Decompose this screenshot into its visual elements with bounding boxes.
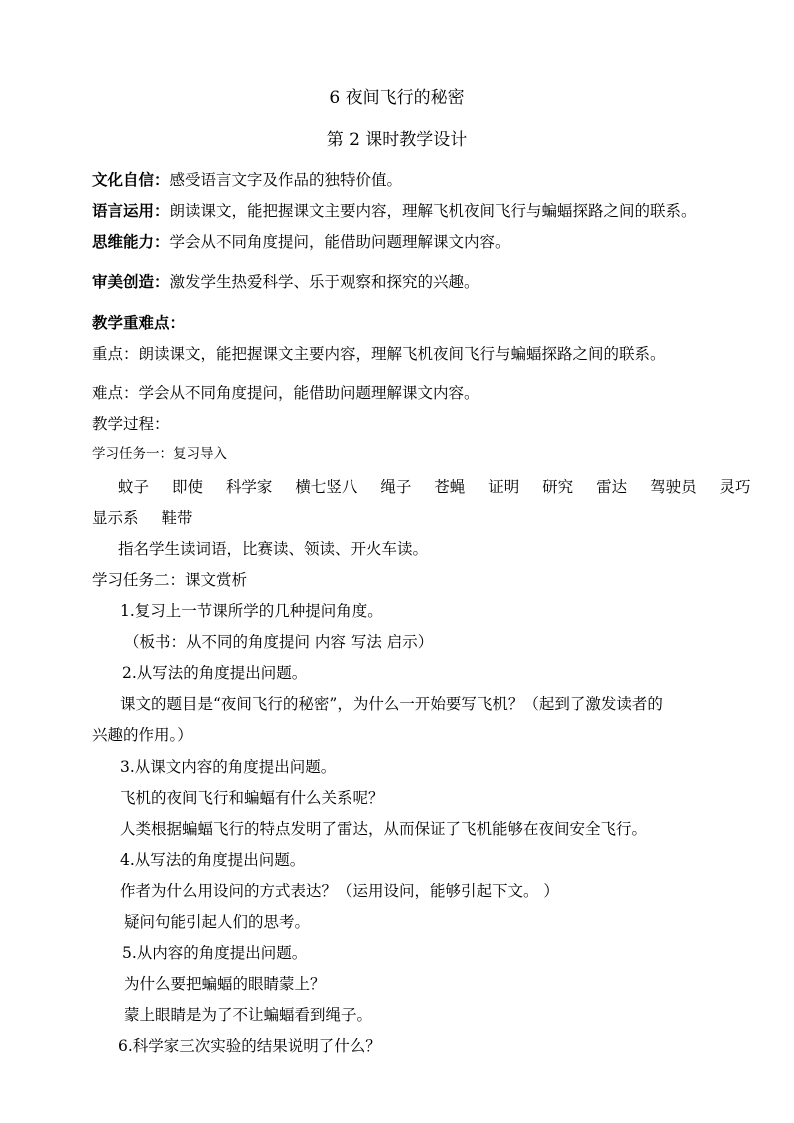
task2-line: 兴趣的作用。） <box>92 726 193 744</box>
vocab-word: 即使 <box>171 478 203 496</box>
task2-line: 人类根据蝙蝠飞行的特点发明了雷达，从而保证了飞机能够在夜间安全飞行。 <box>120 820 648 838</box>
vocab-word: 灵巧 <box>719 478 751 496</box>
keypoints-heading: 教学重难点： <box>92 314 186 332</box>
vocab-row-2 <box>92 508 210 528</box>
vocab-word: 鞋带 <box>161 509 193 527</box>
task2-line: 飞机的夜间飞行和蝙蝠有什么关系呢？ <box>120 789 384 807</box>
vocab-word: 证明 <box>488 478 520 496</box>
task2-line: 6.科学家三次实验的结果说明了什么？ <box>118 1037 381 1055</box>
goal-label: 语言运用： <box>92 202 170 220</box>
vocab-word: 苍蝇 <box>434 478 466 496</box>
keypoint-key: 重点：朗读课文，能把握课文主要内容，理解飞机夜间飞行与蝙蝠探路之间的联系。 <box>92 345 666 363</box>
task2-line: 为什么要把蝙蝠的眼睛蒙上？ <box>124 975 326 993</box>
vocab-word: 科学家 <box>225 478 273 496</box>
task2-line: 5.从内容的角度提出问题。 <box>122 944 308 962</box>
task1-heading: 学习任务一：复习导入 <box>92 446 227 462</box>
goal-label: 文化自信： <box>92 171 170 189</box>
vocab-row-1 <box>118 477 769 497</box>
task2-line: 蒙上眼睛是为了不让蝙蝠看到绳子。 <box>124 1006 373 1024</box>
vocab-word: 显示系 <box>92 509 139 527</box>
task2-line: （板书：从不同的角度提问 内容 写法 启示） <box>124 633 434 651</box>
goal-text: 激发学生热爱科学、乐于观察和探究的兴趣。 <box>169 273 480 291</box>
page-subtitle: 第 2 课时教学设计 <box>326 130 468 150</box>
task2-heading: 学习任务二：课文赏析 <box>92 571 248 589</box>
page-title: 6 夜间飞行的秘密 <box>329 88 465 108</box>
goal-text: 学会从不同角度提问，能借助问题理解课文内容。 <box>169 233 511 251</box>
goal-label: 审美创造： <box>92 273 170 291</box>
vocab-word: 雷达 <box>596 478 628 496</box>
task2-line: 2.从写法的角度提出问题。 <box>122 664 308 682</box>
process-heading: 教学过程： <box>92 415 170 433</box>
goal-thinking <box>92 232 511 252</box>
vocab-word: 绳子 <box>380 478 412 496</box>
task2-line: 疑问句能引起人们的思考。 <box>124 913 311 931</box>
keypoint-difficult: 难点：学会从不同角度提问，能借助问题理解课文内容。 <box>92 384 480 402</box>
task2-line: 作者为什么用设问的方式表达？（运用设问，能够引起下文。 ） <box>120 882 559 900</box>
goal-label: 思维能力： <box>92 233 170 251</box>
goal-language <box>92 201 697 221</box>
task2-line: 4.从写法的角度提出问题。 <box>120 851 306 869</box>
goal-text: 朗读课文，能把握课文主要内容，理解飞机夜间飞行与蝙蝠探路之间的联系。 <box>169 202 697 220</box>
task2-line: 3.从课文内容的角度提出问题。 <box>120 758 337 776</box>
task1-instruction: 指名学生读词语，比赛读、领读、开火车读。 <box>118 540 429 558</box>
goal-culture <box>92 170 402 190</box>
vocab-word: 横七竖八 <box>295 478 358 496</box>
goal-text: 感受语言文字及作品的独特价值。 <box>169 171 403 189</box>
task2-line: 1.复习上一节课所学的几种提问角度。 <box>120 602 383 620</box>
vocab-word: 研究 <box>542 478 574 496</box>
vocab-word: 驾驶员 <box>650 478 697 496</box>
vocab-word: 蚊子 <box>118 478 150 496</box>
goal-aesthetic <box>92 272 480 292</box>
task2-line: 课文的题目是“夜间飞行的秘密”，为什么一开始要写飞机？（起到了激发读者的 <box>120 695 663 713</box>
